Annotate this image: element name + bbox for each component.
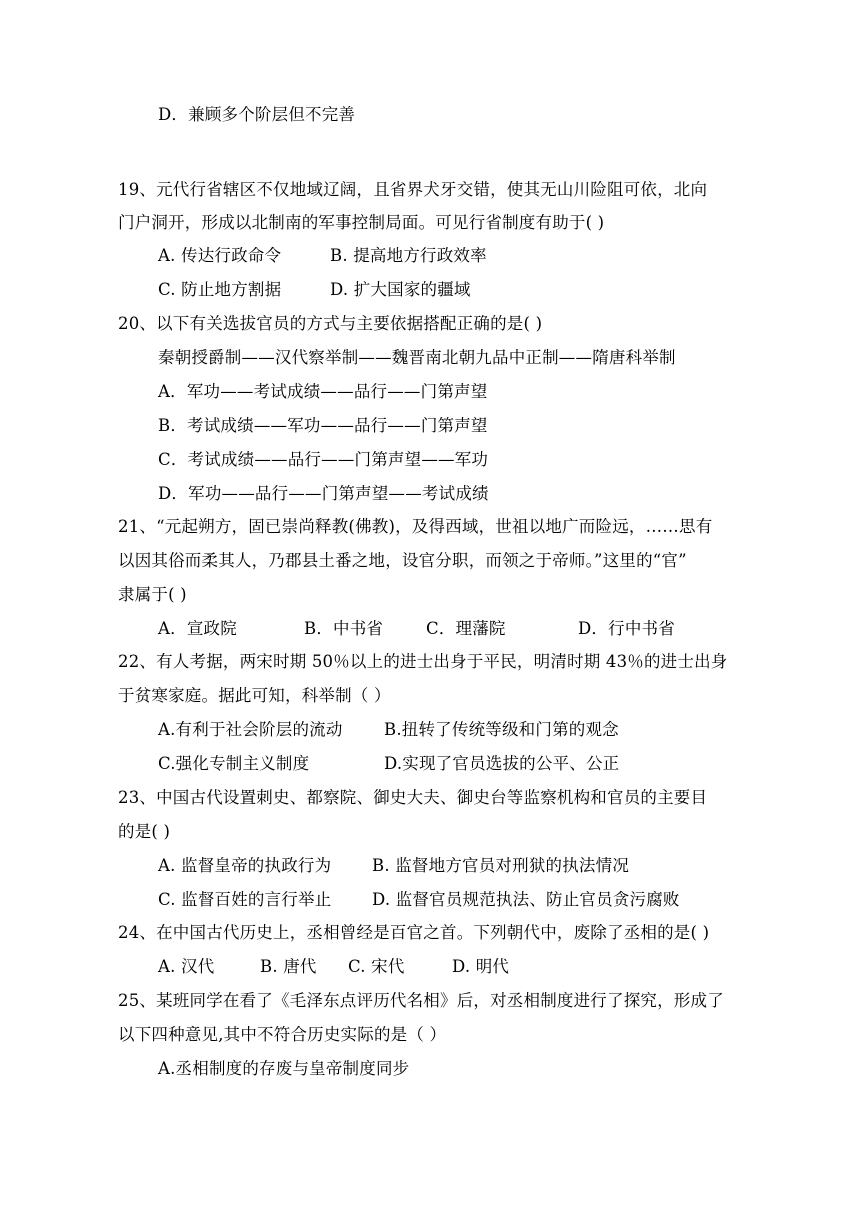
q19-option-b: B. 提高地方行政效率 (330, 246, 487, 265)
q20-option-a: A．军功——考试成绩——品行——门第声望 (158, 382, 488, 401)
q21-stem-line-1: 21、“元起朔方，固已崇尚释教(佛教)，及得西域，世祖以地广而险远，……思有 (118, 517, 713, 536)
q23-option-c: C. 监督百姓的言行举止 (158, 890, 332, 909)
q20-stem: 20、以下有关选拔官员的方式与主要依据搭配正确的是( ) (118, 314, 543, 333)
q21-option-a: A．宣政院 (158, 619, 237, 638)
q21-stem-line-3: 隶属于( ) (118, 585, 187, 604)
q22-stem-line-2: 于贫寒家庭。据此可知，科举制（ ） (118, 686, 391, 705)
q23-option-b: B. 监督地方官员对刑狱的执法情况 (372, 856, 630, 875)
q19-stem-line-1: 19、元代行省辖区不仅地域辽阔，且省界犬牙交错，使其无山川险阻可依，北向 (118, 180, 708, 199)
q20-option-b: B．考试成绩——军功——品行——门第声望 (158, 416, 488, 435)
q22-option-d: D.实现了官员选拔的公平、公正 (384, 754, 620, 773)
q18-option-d: D．兼顾多个阶层但不完善 (158, 105, 356, 124)
q23-stem-line-2: 的是( ) (118, 822, 171, 841)
q24-option-a: A. 汉代 (158, 957, 215, 976)
q24-stem: 24、在中国古代历史上，丞相曾经是百官之首。下列朝代中，废除了丞相的是( ) (118, 923, 710, 942)
q25-stem-line-2: 以下四种意见,其中不符合历史实际的是（ ） (118, 1025, 447, 1044)
q23-option-d: D. 监督官员规范执法、防止官员贪污腐败 (372, 890, 680, 909)
q19-option-a: A. 传达行政命令 (158, 246, 282, 265)
q20-sub-text: 秦朝授爵制——汉代察举制——魏晋南北朝九品中正制——隋唐科举制 (158, 348, 676, 367)
q22-option-b: B.扭转了传统等级和门第的观念 (384, 720, 619, 739)
q19-option-c: C. 防止地方割据 (158, 280, 282, 299)
q25-option-a: A.丞相制度的存废与皇帝制度同步 (158, 1059, 410, 1078)
q23-option-a: A. 监督皇帝的执政行为 (158, 856, 332, 875)
q22-option-c: C.强化专制主义制度 (158, 754, 310, 773)
q24-option-b: B. 唐代 (260, 957, 317, 976)
q19-option-d: D. 扩大国家的疆域 (330, 280, 471, 299)
q20-option-d: D．军功——品行——门第声望——考试成绩 (158, 484, 489, 503)
q21-option-d: D．行中书省 (578, 619, 675, 638)
q25-stem-line-1: 25、某班同学在看了《毛泽东点评历代名相》后，对丞相制度进行了探究，形成了 (118, 991, 724, 1010)
q19-stem-line-2: 门户洞开，形成以北制南的军事控制局面。可见行省制度有助于( ) (118, 213, 605, 232)
q21-option-c: C．理藩院 (426, 619, 506, 638)
q20-option-c: C．考试成绩——品行——门第声望——军功 (158, 450, 489, 469)
q23-stem-line-1: 23、中国古代设置刺史、都察院、御史大夫、御史台等监察机构和官员的主要目 (118, 788, 708, 807)
q24-option-d: D. 明代 (452, 957, 510, 976)
q22-option-a: A.有利于社会阶层的流动 (158, 720, 343, 739)
q21-option-b: B．中书省 (304, 619, 384, 638)
q22-stem-line-1: 22、有人考据，两宋时期 50％以上的进士出身于平民，明清时期 43％的进士出身 (118, 652, 728, 671)
q24-option-c: C. 宋代 (348, 957, 405, 976)
q21-stem-line-2: 以因其俗而柔其人，乃郡县土番之地，设官分职，而领之于帝师。”这里的“官” (118, 551, 687, 570)
